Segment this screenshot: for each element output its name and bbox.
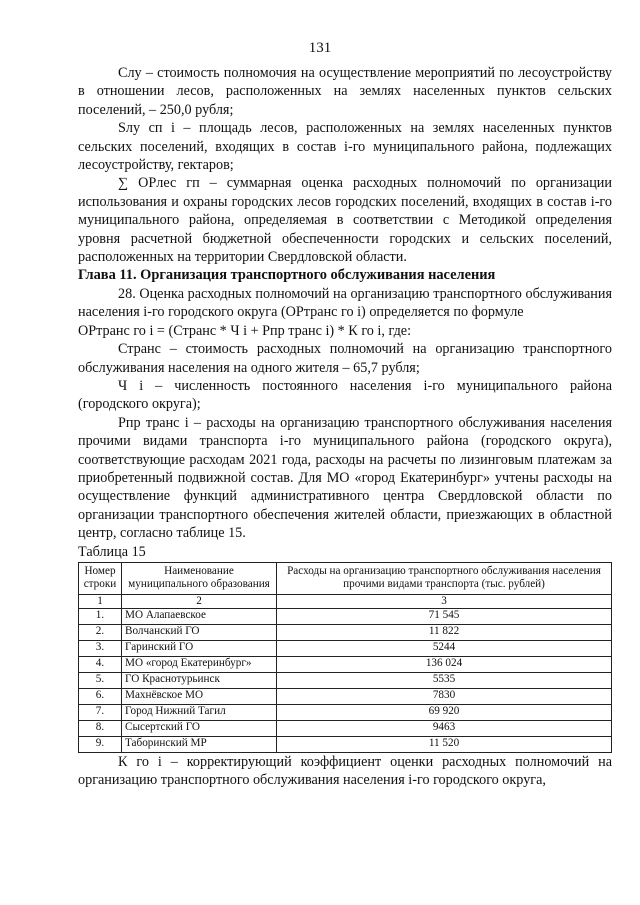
row-num: 5. [79,672,122,688]
paragraph-sum-orles: ∑ ОРлес гп – суммарная оценка расходных полномочий по организации использования и охраны городских лесов городских поселений, входящих в состав i-го муниципального района, определяемая в соответствии с Методикой определения уровня расчетной бюджетной обеспеченности городских и сельских поселений, расположенных на территории Свердловской области. [78,175,612,266]
table-row [79,720,612,736]
row-value: 11 520 [277,736,612,752]
row-name: ГО Краснотурьинск [122,672,277,688]
table-row [79,704,612,720]
table-row [79,624,612,640]
row-value: 5535 [277,672,612,688]
row-value: 69 920 [277,704,612,720]
row-num: 2. [79,624,122,640]
row-name: Сысертский ГО [122,720,277,736]
definition-strans: Странс – стоимость расходных полномочий на организацию транспортного обслуживания населения на одного жителя – 65,7 рубля; [78,341,612,376]
formula: ОРтранс го i = (Странс * Ч i + Рпр транс i) * К го i, где: [78,322,412,339]
table-row [79,608,612,624]
table-row [79,656,612,672]
row-value: 5244 [277,640,612,656]
paragraph-28: 28. Оценка расходных полномочий на организацию транспортного обслуживания населения i-го городского округа (ОРтранс го i) определяется по формуле [78,285,612,321]
row-value: 11 822 [277,624,612,640]
row-value: 71 545 [277,608,612,624]
transport-expenses-table [78,562,612,753]
header-num: Номер строки [79,562,122,594]
document-body [78,64,612,790]
row-value: 7830 [277,688,612,704]
table-row [79,672,612,688]
row-num: 8. [79,720,122,736]
row-num: 4. [79,656,122,672]
row-value: 9463 [277,720,612,736]
row-name: МО Алапаевское [122,608,277,624]
table-caption: Таблица 15 [78,543,146,560]
row-value: 136 024 [277,656,612,672]
row-num: 1. [79,608,122,624]
row-num: 9. [79,736,122,752]
table-column-numbers-row [79,594,612,608]
header-name: Наименование муниципального образования [122,562,277,594]
header-value: Расходы на организацию транспортного обслуживания населения прочими видами транспорта (тыс. рублей) [277,562,612,594]
table-header-row [79,562,612,594]
row-name: Город Нижний Тагил [122,704,277,720]
column-number-3: 3 [277,594,612,608]
column-number-1: 1 [79,594,122,608]
paragraph-slu: Слу – стоимость полномочия на осуществление мероприятий по лесоустройству в отношении лесов, расположенных на землях населенных пунктов сельских поселений, – 250,0 рубля; [78,65,612,118]
paragraph-sluspi: Sлу сп i – площадь лесов, расположенных на землях населенных пунктов сельских поселений, входящих в состав i-го муниципального района, подлежащих лесоустройству, гектаров; [78,120,612,174]
row-name: Гаринский ГО [122,640,277,656]
row-name: Волчанский ГО [122,624,277,640]
page-number: 131 [308,40,332,56]
definition-rpr-trans: Рпр транс i – расходы на организацию транспортного обслуживания населения прочими видами транспорта i-го муниципального района (городского округа), соответствующие расходам 2021 года, расходы на расчеты по лизинговым платежам за приобретенный подвижной состав. Для МО «город Екатеринбург» учтены расходы на осуществление функций административного центра Свердловской области по организации транспортного обеспечения жителей области, приезжающих в областной центр, согласно таблице 15. [78,414,612,542]
row-name: Таборинский МР [122,736,277,752]
row-name: МО «город Екатеринбург» [122,656,277,672]
paragraph-kgoi: К го i – корректирующий коэффициент оценки расходных полномочий на организацию транспортного обслуживания населения i-го городского округа, [78,753,612,789]
column-number-2: 2 [122,594,277,608]
table-row [79,736,612,752]
row-name: Махнёвское МО [122,688,277,704]
table-row [79,688,612,704]
chapter-heading: Глава 11. Организация транспортного обслуживания населения [78,267,496,284]
definition-chi: Ч i – численность постоянного населения i-го муниципального района (городского округа); [78,377,612,413]
row-num: 6. [79,688,122,704]
row-num: 7. [79,704,122,720]
table-row [79,640,612,656]
row-num: 3. [79,640,122,656]
